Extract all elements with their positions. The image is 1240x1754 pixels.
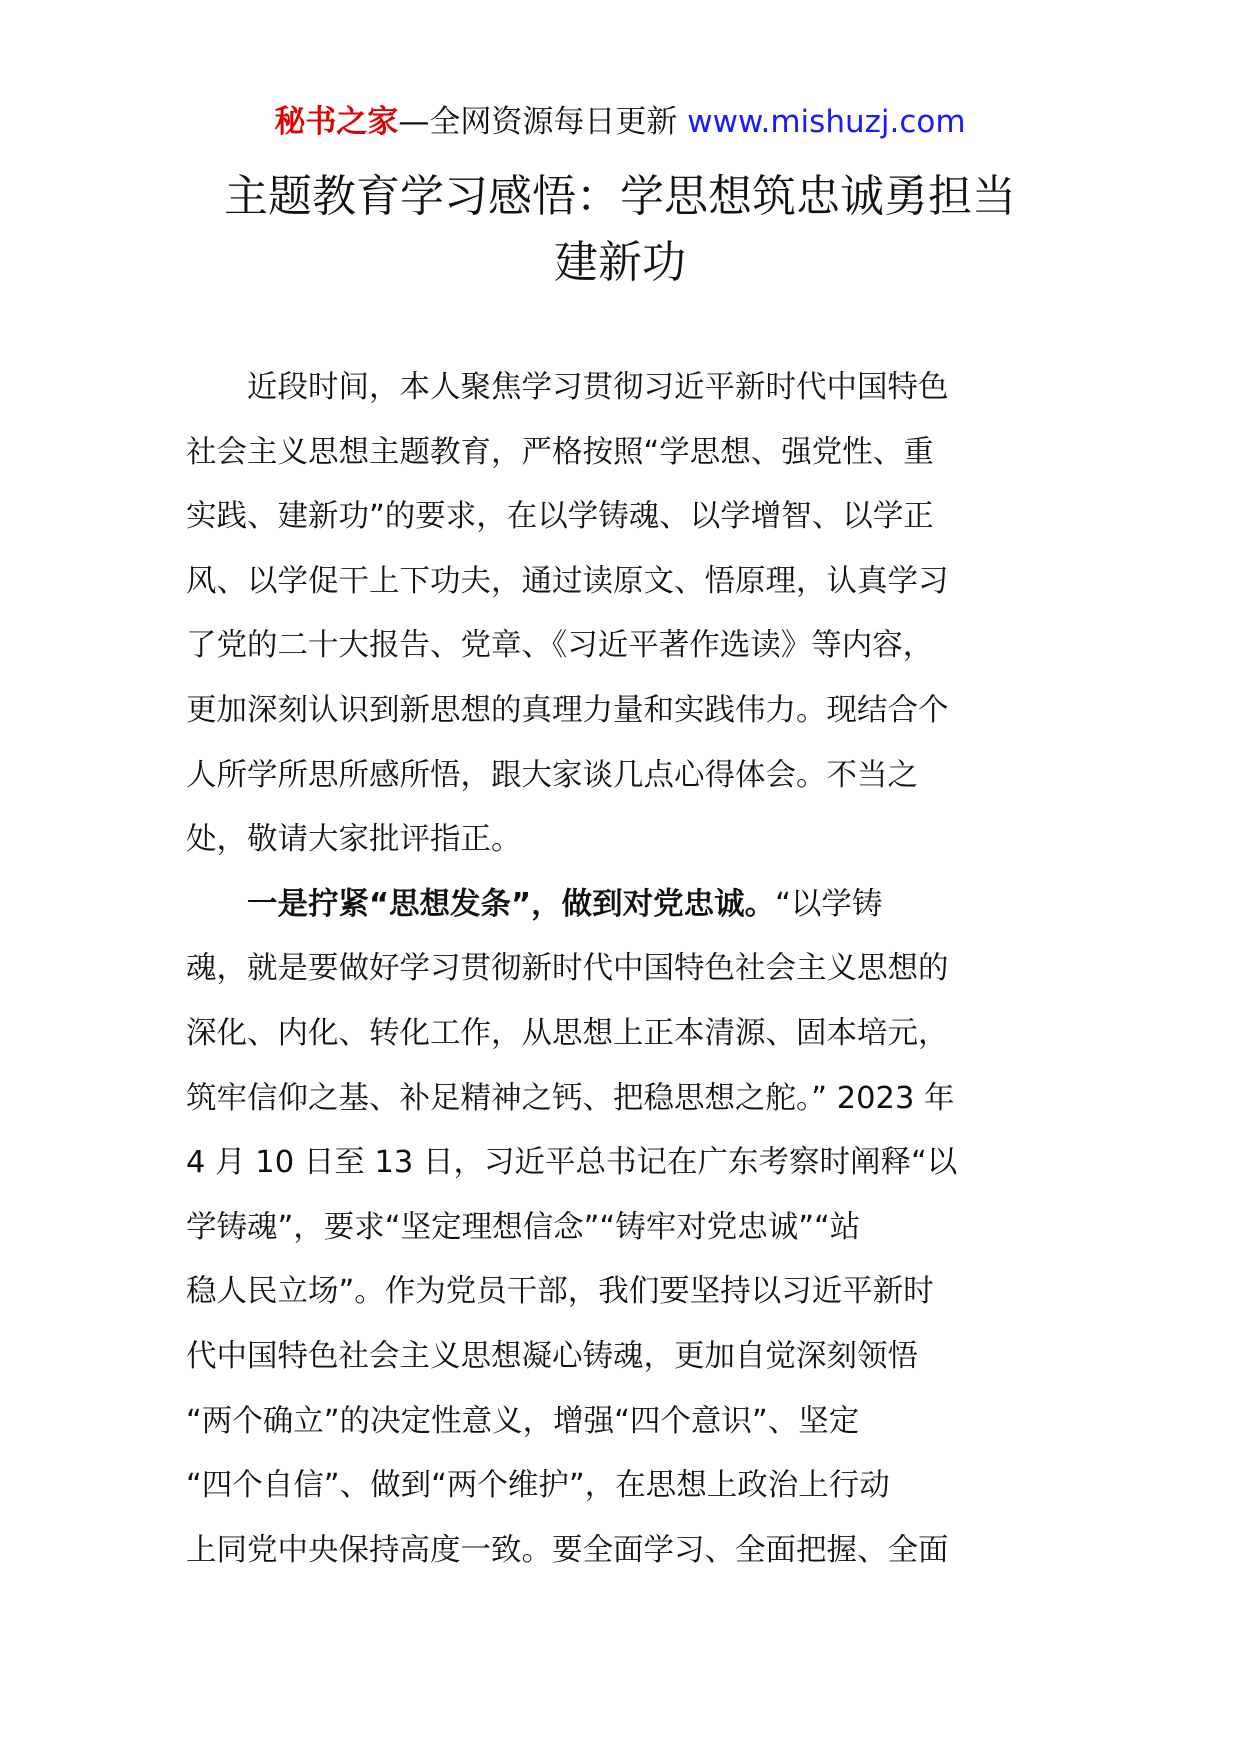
section-lead-text: “以学铸	[775, 886, 883, 922]
body-line: 社会主义思想主题教育，严格按照“学思想、强党性、重	[186, 434, 934, 470]
title-line-2: 建新功	[554, 237, 686, 288]
body-line: 深化、内化、转化工作，从思想上正本清源、固本培元，	[186, 1015, 949, 1051]
body-line: 上同党中央保持高度一致。要全面学习、全面把握、全面	[186, 1532, 949, 1568]
document-body	[186, 356, 1058, 1583]
body-line: 近段时间，本人聚焦学习贯彻习近平新时代中国特色	[186, 370, 949, 405]
body-line: 了党的二十大报告、党章、《习近平著作选读》等内容，	[186, 628, 934, 664]
body-line: “四个自信”、做到“两个维护”，在思想上政治上行动	[186, 1468, 890, 1504]
body-line: 实践、建新功”的要求，在以学铸魂、以学增智、以学正	[186, 499, 934, 535]
body-line: 筑牢信仰之基、补足精神之钙、把稳思想之舵。” 2023 年	[186, 1080, 955, 1116]
body-line: “两个确立”的决定性意义，增强“四个意识”、坚定	[186, 1403, 860, 1439]
brand-name: 秘书之家	[274, 104, 399, 140]
body-line: 稳人民立场”。作为党员干部，我们要坚持以习近平新时	[186, 1274, 934, 1310]
body-line: 更加深刻认识到新思想的真理力量和实践伟力。现结合个	[186, 692, 949, 728]
section-heading: 一是拧紧“思想发条”，做到对党忠诚。	[186, 886, 776, 922]
body-line: 魂，就是要做好学习贯彻新时代中国特色社会主义思想的	[186, 951, 949, 987]
site-url-link[interactable]: www.mishuzj.com	[687, 104, 966, 140]
body-line: 风、以学促干上下功夫，通过读原文、悟原理，认真学习	[186, 563, 949, 599]
body-line: 处，敬请大家批评指正。	[186, 822, 522, 858]
body-line: 人所学所思所感所悟，跟大家谈几点心得体会。不当之	[186, 757, 918, 793]
document-title	[150, 164, 1090, 296]
title-line-1: 主题教育学习感悟：学思想筑忠诚勇担当	[224, 171, 1016, 222]
site-header	[0, 100, 1240, 144]
body-line	[186, 873, 1058, 938]
paragraph-intro	[186, 356, 1058, 873]
body-line: 学铸魂”，要求“坚定理想信念”“铸牢对党忠诚”“站	[186, 1209, 861, 1245]
body-line: 4 月 10 日至 13 日，习近平总书记在广东考察时阐释“以	[186, 1145, 958, 1181]
header-tagline: —全网资源每日更新	[398, 104, 688, 140]
body-line: 代中国特色社会主义思想凝心铸魂，更加自觉深刻领悟	[186, 1338, 918, 1374]
paragraph-point-one	[186, 873, 1058, 1584]
